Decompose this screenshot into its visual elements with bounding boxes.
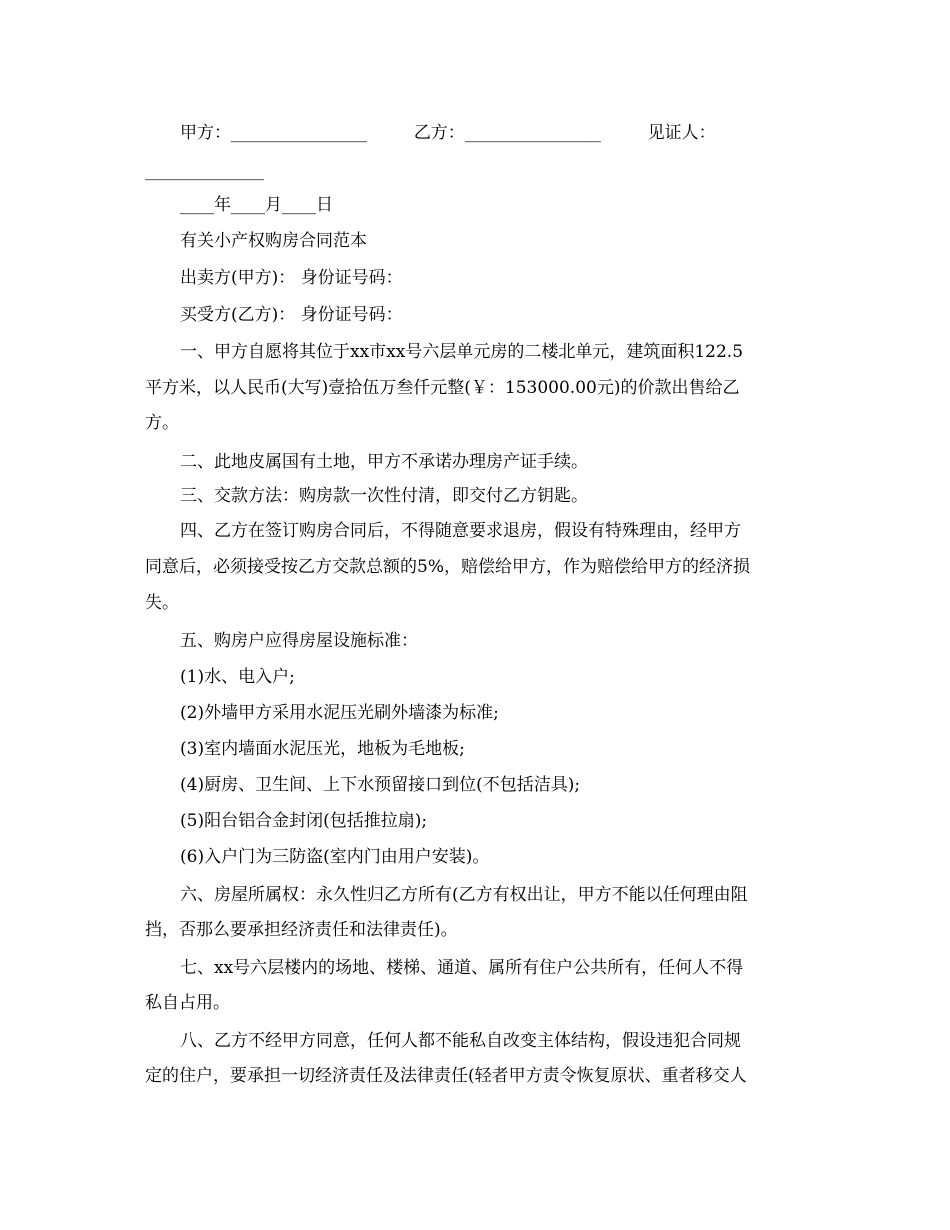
witness-blank: ______________ [145,161,264,181]
clause-5-item-1: (1)水、电入户; [180,667,295,687]
clause-3: 三、交款方法：购房款一次性付清，即交付乙方钥匙。 [180,486,588,506]
witness-label: 见证人： [647,123,716,143]
clause-7-line-1: 七、xx号六层楼内的场地、楼梯、通道、属所有住户公共所有，任何人不得 [180,958,744,978]
clause-8-line-2: 定的住户，要承担一切经济责任及法律责任(轻者甲方责令恢复原状、重者移交人 [145,1066,747,1086]
signature-line [180,123,810,143]
clause-4-line-1: 四、乙方在签订购房合同后，不得随意要求退房，假设有特殊理由，经甲方 [180,521,741,541]
clause-4-line-3: 失。 [145,593,179,613]
seller-line: 出卖方(甲方)： 身份证号码： [180,268,403,288]
clause-5-item-4: (4)厨房、卫生间、上下水预留接口到位(不包括洁具); [180,775,581,795]
clause-8-line-1: 八、乙方不经甲方同意，任何人都不能私自改变主体结构，假设违犯合同规 [180,1031,741,1051]
contract-title: 有关小产权购房合同范本 [180,231,367,251]
party-a-label: 甲方： [180,123,231,143]
date-line: ____年____月____日 [180,195,333,215]
clause-2: 二、此地皮属国有土地，甲方不承诺办理房产证手续。 [180,452,588,472]
party-b-blank: ________________ [464,123,601,143]
clause-5-item-2: (2)外墙甲方采用水泥压光刷外墙漆为标准; [180,703,499,723]
buyer-line: 买受方(乙方)： 身份证号码： [180,305,403,325]
party-b-label: 乙方： [413,123,465,143]
clause-5-item-3: (3)室内墙面水泥压光，地板为毛地板; [180,739,465,759]
clause-6-line-1: 六、房屋所属权：永久性归乙方所有(乙方有权出让，甲方不能以任何理由阻 [180,885,748,905]
party-a-blank: ________________ [231,123,367,143]
clause-5-item-5: (5)阳台铝合金封闭(包括推拉扇); [180,811,428,831]
clause-4-line-2: 同意后，必须接受按乙方交款总额的5%，赔偿给甲方，作为赔偿给甲方的经济损 [145,557,750,577]
clause-1-line-3: 方。 [145,413,179,433]
clause-1-line-2: 平方米，以人民币(大写)壹拾伍万叁仟元整(￥：153000.00元)的价款出售给乙 [145,378,740,398]
clause-1-line-1: 一、甲方自愿将其位于xx市xx号六层单元房的二楼北单元，建筑面积122.5 [180,342,744,362]
clause-5: 五、购房户应得房屋设施标准： [180,631,418,651]
clause-7-line-2: 私自占用。 [145,993,230,1013]
clause-5-item-6: (6)入户门为三防盗(室内门由用户安装)。 [180,847,490,867]
clause-6-line-2: 挡，否那么要承担经济责任和法律责任)。 [145,920,458,940]
